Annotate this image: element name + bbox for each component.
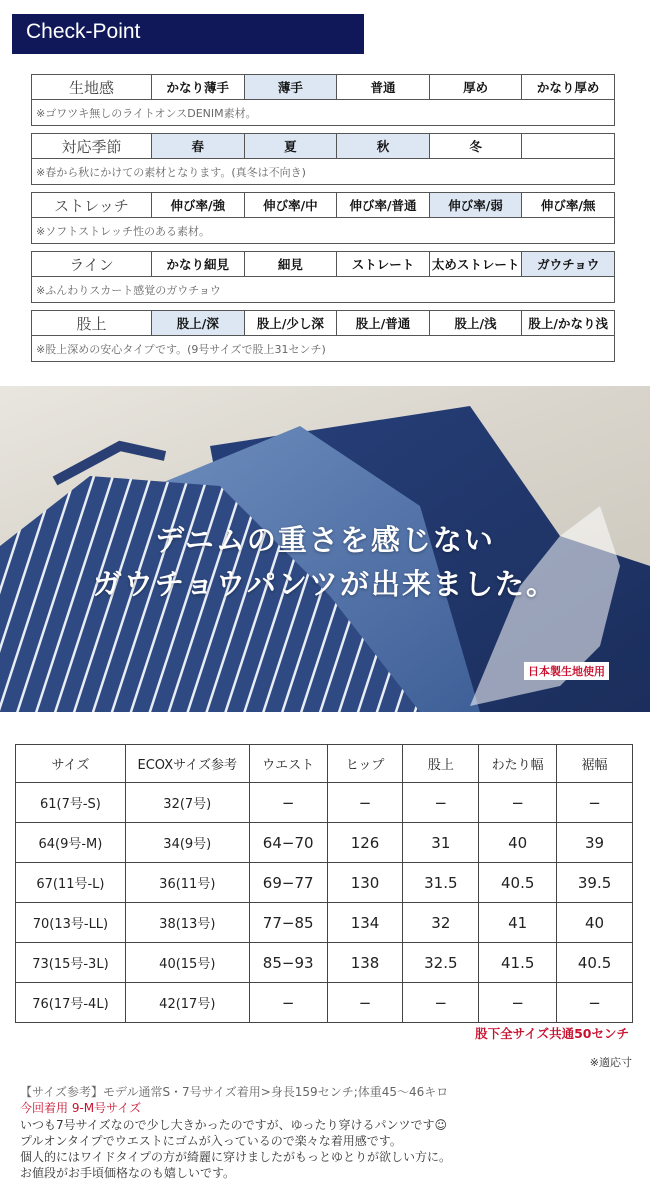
checkpoint-option: かなり薄手 xyxy=(152,75,245,99)
table-cell: 130 xyxy=(327,863,403,903)
table-cell: 73(15号-3L) xyxy=(16,943,126,983)
table-cell: 64(9号-M) xyxy=(16,823,126,863)
checkpoint-option: 股上/かなり浅 xyxy=(528,316,608,331)
note-line: 個人的にはワイドタイプの方が綺麗に穿けましたがもっとゆとりが欲しい方に。 xyxy=(20,1150,452,1165)
checkpoint-option: 冬 xyxy=(430,134,523,158)
checkpoint-note: ※ふんわりスカート感覚のガウチョウ xyxy=(36,283,221,297)
table-cell: 31.5 xyxy=(403,863,479,903)
checkpoint-option: かなり厚め xyxy=(536,80,600,95)
table-cell: 138 xyxy=(327,943,403,983)
checkpoint-option: 股上/浅 xyxy=(430,311,523,335)
checkpoint-note: ※ゴワツキ無しのライトオンスDENIM素材。 xyxy=(36,106,257,120)
table-cell: 134 xyxy=(327,903,403,943)
table-cell: 61(7号-S) xyxy=(16,783,126,823)
checkpoint-note: ※股上深めの安心タイプです。(9号サイズで股上31センチ) xyxy=(36,342,326,356)
photo-headline-1: デニムの重さを感じない xyxy=(155,523,495,557)
check-point-header xyxy=(12,14,364,54)
checkpoint-option: 厚め xyxy=(430,75,523,99)
table-cell: 64−70 xyxy=(249,823,327,863)
checkpoint-option: 伸び率/弱 xyxy=(430,193,523,217)
table-cell: 36(11号) xyxy=(125,863,249,903)
checkpoint-label: 対応季節 xyxy=(32,134,152,158)
table-cell: 40.5 xyxy=(479,863,557,903)
checkpoint-group xyxy=(31,251,615,303)
table-row xyxy=(16,783,633,823)
checkpoint-options-row xyxy=(32,252,614,277)
checkpoint-option: 股上/普通 xyxy=(337,311,430,335)
checkpoint-option: 秋 xyxy=(337,134,430,158)
table-cell: 32(7号) xyxy=(125,783,249,823)
size-table-header xyxy=(16,745,633,783)
table-row xyxy=(16,983,633,1023)
size-table-header-cell: サイズ xyxy=(16,745,126,783)
checkpoint-group xyxy=(31,133,615,185)
table-row xyxy=(16,903,633,943)
checkpoint-option: 春 xyxy=(152,134,245,158)
table-cell: − xyxy=(557,783,633,823)
checkpoint-group xyxy=(31,74,615,126)
table-row xyxy=(16,823,633,863)
table-cell: 40 xyxy=(479,823,557,863)
table-cell: 69−77 xyxy=(249,863,327,903)
table-cell: 32 xyxy=(403,903,479,943)
note-line: お値段がお手頃価格なのも嬉しいです。 xyxy=(20,1166,236,1181)
size-table xyxy=(15,744,633,1023)
checkpoint-options-row xyxy=(32,193,614,218)
table-cell: 85−93 xyxy=(249,943,327,983)
table-cell: − xyxy=(327,983,403,1023)
checkpoint-option: ガウチョウ xyxy=(522,252,614,276)
table-cell: − xyxy=(403,983,479,1023)
checkpoint-label: 股上 xyxy=(32,311,152,335)
photo-headline-2: ガウチョウパンツが出来ました。 xyxy=(92,567,558,601)
checkpoint-option: 薄手 xyxy=(245,75,338,99)
table-row xyxy=(16,943,633,983)
checkpoint-option: 股上/少し深 xyxy=(245,311,338,335)
table-cell: − xyxy=(249,783,327,823)
checkpoint-label: ストレッチ xyxy=(32,193,152,217)
size-table-header-cell: わたり幅 xyxy=(479,745,557,783)
table-cell: 126 xyxy=(327,823,403,863)
checkpoint-option: 夏 xyxy=(245,134,338,158)
checkpoint-note: ※春から秋にかけての素材となります。(真冬は不向き) xyxy=(36,165,306,179)
table-cell: 39 xyxy=(557,823,633,863)
checkpoint-option: 伸び率/無 xyxy=(540,198,596,213)
table-cell: 70(13号-LL) xyxy=(16,903,126,943)
header-title: Check-Point xyxy=(26,20,141,43)
table-cell: 67(11号-L) xyxy=(16,863,126,903)
table-cell: 31 xyxy=(403,823,479,863)
checkpoint-options-row xyxy=(32,311,614,336)
checkpoint-option: 太めストレート xyxy=(430,252,523,276)
checkpoint-option: 伸び率/普通 xyxy=(337,193,430,217)
checkpoint-options-row xyxy=(32,75,614,100)
checkpoint-options-row xyxy=(32,134,614,159)
checkpoint-option: 細見 xyxy=(245,252,338,276)
checkpoint-label: ライン xyxy=(32,252,152,276)
checkpoint-option xyxy=(522,134,614,158)
note-line: プルオンタイプでウエストにゴムが入っているので楽々な着用感です。 xyxy=(20,1133,402,1148)
table-cell: − xyxy=(479,783,557,823)
checkpoint-option: 股上/深 xyxy=(152,311,245,335)
table-cell: 38(13号) xyxy=(125,903,249,943)
table-cell: − xyxy=(249,983,327,1023)
table-cell: 39.5 xyxy=(557,863,633,903)
fit-note: ※適応寸 xyxy=(589,1056,632,1069)
checkpoint-option: かなり細見 xyxy=(152,252,245,276)
worn-size-note: 今回着用 9-M号サイズ xyxy=(20,1101,142,1116)
checkpoint-option: 伸び率/強 xyxy=(152,193,245,217)
checkpoint-option: 伸び率/中 xyxy=(245,193,338,217)
model-size-note: 【サイズ参考】モデル通常S・7号サイズ着用>身長159センチ;体重45〜46キロ xyxy=(20,1085,449,1099)
inseam-note: 股下全サイズ共通50センチ xyxy=(475,1026,629,1041)
table-cell: − xyxy=(479,983,557,1023)
table-cell: − xyxy=(557,983,633,1023)
table-cell: 76(17号-4L) xyxy=(16,983,126,1023)
table-cell: 41.5 xyxy=(479,943,557,983)
checkpoint-option: 普通 xyxy=(337,75,430,99)
table-cell: 41 xyxy=(479,903,557,943)
table-cell: 40(15号) xyxy=(125,943,249,983)
size-table-header-cell: 股上 xyxy=(403,745,479,783)
table-cell: 42(17号) xyxy=(125,983,249,1023)
table-cell: 40 xyxy=(557,903,633,943)
table-row xyxy=(16,863,633,903)
checkpoint-option: ストレート xyxy=(337,252,430,276)
size-notes xyxy=(20,1084,640,1182)
size-table-header-cell: 裾幅 xyxy=(557,745,633,783)
checkpoint-group xyxy=(31,192,615,244)
table-cell: 34(9号) xyxy=(125,823,249,863)
table-cell: − xyxy=(403,783,479,823)
size-table-header-cell: ECOXサイズ参考 xyxy=(125,745,249,783)
table-cell: 32.5 xyxy=(403,943,479,983)
product-photo xyxy=(0,386,650,712)
checkpoint-note: ※ソフトストレッチ性のある素材。 xyxy=(36,224,210,238)
checkpoint-group xyxy=(31,310,615,362)
table-cell: − xyxy=(327,783,403,823)
note-line: いつも7号サイズなので少し大きかったのですが、ゆったり穿けるパンツです☺ xyxy=(20,1117,448,1132)
table-cell: 77−85 xyxy=(249,903,327,943)
made-in-japan-badge: 日本製生地使用 xyxy=(524,662,609,680)
checkpoint-label: 生地感 xyxy=(32,75,152,99)
size-table-header-cell: ヒップ xyxy=(327,745,403,783)
table-cell: 40.5 xyxy=(557,943,633,983)
size-table-header-cell: ウエスト xyxy=(249,745,327,783)
